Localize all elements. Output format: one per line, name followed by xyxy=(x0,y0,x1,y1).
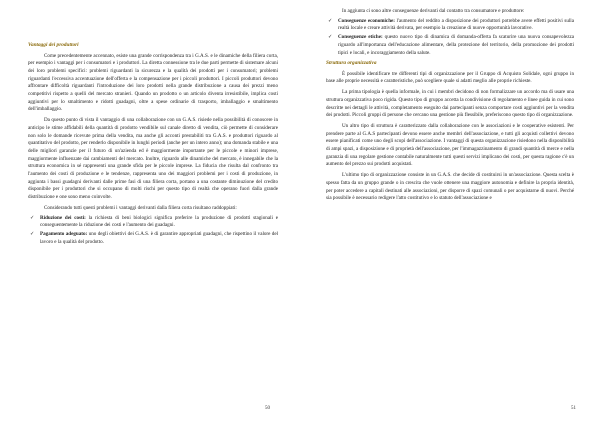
checkmark-icon: ✓ xyxy=(30,230,35,237)
bullet-list xyxy=(28,215,278,247)
list-item xyxy=(28,231,278,246)
bullet-text: l'aumento del reddito a disposizione dei produttori potrebbe avere effetti positivi sulla realtà locale e creare attività derivata, per esempio la creazione di nuove opportunità lavorative. xyxy=(338,17,574,32)
bullet-term: Pagamento adeguato: xyxy=(40,230,88,237)
list-item xyxy=(326,18,574,33)
paragraph: È possibile identificare tre differenti tipi di organizzazione per il Gruppo di Acquisto Solidale, ogni gruppo in base alle proprie necessità e caratteristiche, può scegliere quale si adatti meglio alle proprie richieste. xyxy=(326,70,574,85)
bullet-text: la richiesta di beni biologici significa preferire la produzione di prodotti stagionali e conseguentemente la riduzione dei costi e l'aumento dei guadagni. xyxy=(40,214,278,229)
bullet-list xyxy=(326,18,574,58)
checkmark-icon: ✓ xyxy=(328,34,333,41)
checkmark-icon: ✓ xyxy=(328,17,333,24)
paragraph: Un altro tipo di struttura è caratterizzato dalla collaborazione con le associazioni e le cooperative esistenti. Per prendere parte al G.A.S partecipanti devono essere anche membri dell'associazione, e tutti gli acquisti collettivi devono essere pianificati come uno degli scopi dell'associazione. I vantaggi di questa organizzazione risiedono nella disponibilità di ampi spazi, a disposizione e di proprietà dell'associazione, per l'immagazzinamento di grandi quantità di merce e nella garanzia di una regolare gestione contabile naturalmente tutti questi servizi implicano dei costi, per questa ragione c'è un aumento del prezzo sui prodotti acquistati. xyxy=(326,122,574,168)
checkmark-icon: ✓ xyxy=(30,214,35,221)
paragraph: Da questo punto di vista il vantaggio di una collaborazione con un G.A.S. risiede nella possibilità di conoscere in anticipo le stime affidabili della quantità di prodotto vendibile sul canale diretto di vendita, ciò permette di considerare non solo le domande ricevute prima della vendita, ma anche gli acconti prestabiliti tra G.A.S. e produttori riguardo al quantitativo del prodotto, per renderlo disponibile in lunghi periodi (anche per un intero anno); una domanda stabile e una delle migliori garanzie per il futuro di un'azienda ed è maggiormente importante per le piccole e minori imprese, maggiormente influenzate dai cambiamenti del mercato. Inoltre, riguardo alle dinamiche del mercato, è innegabile che la struttura economica in sé rappresenti una grande sfida per le piccole imprese. La fiducia che risulta dal confronto tra l'aumento dei costi di produzione e le tendenze, rappresenta uno dei maggiori problemi per i costi di produzione, in aggiunta i bassi guadagni derivanti dalle prime fasi di una filiera corta, portano a una costante diminuzione del credito disponibile per i produttori che si occupano di molti rischi per questo tipo di realtà che operano fuori dalla grande distribuzione e one sono meno coinvolte. xyxy=(28,117,278,201)
page-number: 50 xyxy=(265,406,270,411)
paragraph: L'ultimo tipo di organizzazione consiste in un G.A.S. che decide di costituirsi in un'associazione. Questa scelta è spesso fatta da un gruppo grande o in crescita che vuole ottenere una maggiore autonomia e definire la propria identità, per poter accedere a capitali destinati alle associazioni, per disporre di spazi comunali o per acquistarne di nuovi. Perché sia possibile è necessario redigere l'atto costitutivo e lo statuto dell'associazione e xyxy=(326,172,574,202)
bullet-text: uno degli obiettivi dei G.A.S. è di garantire appropriati guadagni, che rispettino il valore del lavoro e la qualità del prodotto. xyxy=(40,230,278,245)
page-51 xyxy=(300,0,600,424)
page-number: 51 xyxy=(571,406,576,411)
bullet-term: Conseguenze etiche: xyxy=(338,34,383,41)
bullet-term: Riduzione dei costi: xyxy=(40,214,86,221)
bullet-text: questo nuovo tipo di dinamica di domanda-offerta fa scaturire una nuova consapevolezza riguardo all'importanza dell'educazione alimentare, della protezione del territorio, della promozione dei prodotti tipici e locali, e incoraggiamento della salute. xyxy=(338,34,575,56)
bullet-term: Conseguenze economiche: xyxy=(338,17,395,24)
list-item xyxy=(28,215,278,230)
list-item xyxy=(326,34,574,57)
paragraph: La prima tipologia è quella informale, in cui i membri decidono di non formalizzare un accordo ma di usare una struttura organizzativa poco rigida. Questo tipo di gruppo accetta la condivisione di regolamento e linee guida in cui sono descritte nei dettagli le attività, completamento eseguito dai partecipanti senza comportare costi aggiuntivi per la vendita dei prodotti. Piccoli gruppi di persone che cercano una gestione più flessibile, preferiscono questo tipo di organizzazione. xyxy=(326,89,574,119)
paragraph: Come precedentemente accennato, esiste una grande corrispondenza tra i G.A.S. e le dinamiche della filiera corta, per esempio i vantaggi per i consumatori e i produttori. La diretta connessione tra le due parti permette di sistemare alcuni dei loro problemi specifici: problemi riguardanti la sicurezza e la qualità dei prodotti per i consumatori; problemi riguardanti l'eccessiva accentuazione dell'offerta e la compensazione per i piccoli produttori. I piccoli produttori devono affrontare difficoltà riguardanti l'introduzione dei loro prodotti nella grande distribuzione a causa dei prezzi meno competitivi rispetto a quelli del mercato stranieri. Quando un prodotto o un articolo diventa irresistibile, implica costi aggiuntivi per lo smaltimento e ridotti guadagni, oltre a spese ordinarie di trasporto, imballaggio e smaltimento dell'imballaggio. xyxy=(28,52,278,113)
paragraph: In aggiunta ci sono altre conseguenze derivanti dal contatto tra consumatore e produttore: xyxy=(342,8,525,14)
section-heading-producer-advantages: Vantaggi dei produttori xyxy=(28,42,79,48)
paragraph: Considerando tutti questi problemi i vantaggi derivanti dalla filiera corta risultano raddoppiati: xyxy=(44,204,237,211)
section-heading-organizational-structure: Struttura organizzativa xyxy=(326,60,377,67)
